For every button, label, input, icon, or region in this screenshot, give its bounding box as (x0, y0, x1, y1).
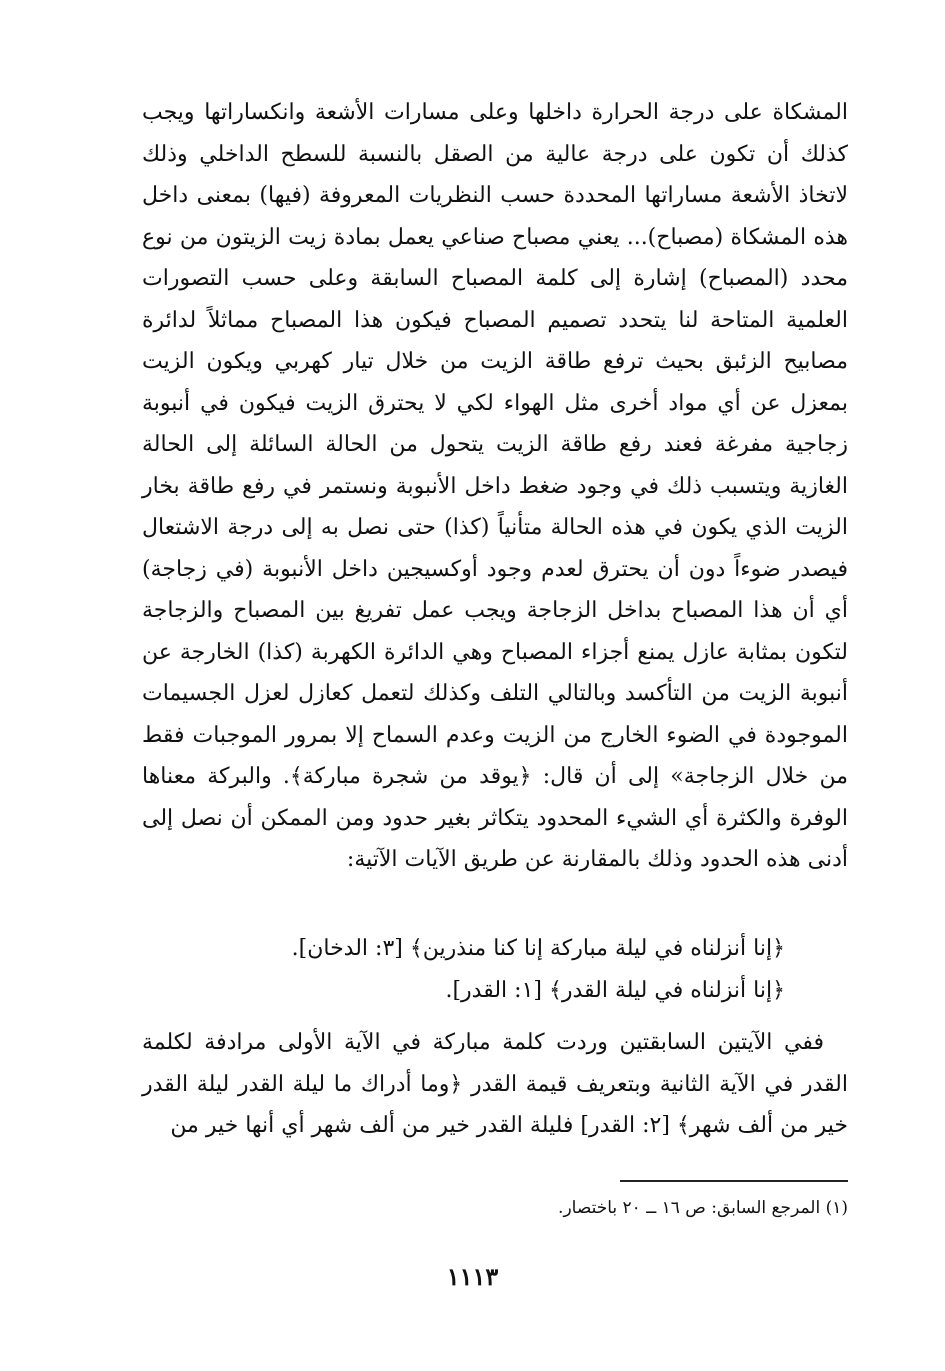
paragraph-1: المشكاة على درجة الحرارة داخلها وعلى مسارات الأشعة وانكساراتها ويجب كذلك أن تكون على درجة عالية من الصقل بالنسبة للسطح الداخلي وذلك لاتخاذ الأشعة مساراتها المحددة حسب النظريات المعروفة (فيها) بمعنى داخل هذه المشكاة (مصباح)... يعني مصباح صناعي يعمل بمادة زيت الزيتون من نوع محدد (المصباح) إشارة إلى كلمة المصباح السابقة وعلى حسب التصورات العلمية المتاحة لنا يتحدد تصميم المصباح فيكون هذا المصباح مماثلاً لدائرة مصابيح الزئبق بحيث ترفع طاقة الزيت من خلال تيار كهربي ويكون الزيت بمعزل عن أي مواد أخرى مثل الهواء لكي لا يحترق الزيت فيكون في أنبوبة زجاجية مفرغة فعند رفع طاقة الزيت يتحول من الحالة السائلة إلى الحالة الغازية ويتسبب ذلك في وجود ضغط داخل الأنبوبة ونستمر في رفع طاقة بخار الزيت الذي يكون في هذه الحالة متأنياً (كذا) حتى نصل به إلى درجة الاشتعال فيصدر ضوءاً دون أن يحترق لعدم وجود أوكسيجين داخل الأنبوبة (في زجاجة) أي أن هذا المصباح بداخل الزجاجة ويجب عمل تفريغ بين المصباح والزجاجة لتكون بمثابة عازل يمنع أجزاء المصباح وهي الدائرة الكهربة (كذا) الخارجة عن أنبوبة الزيت من التأكسد وبالتالي التلف وكذلك لتعمل كعازل لعزل الجسيمات الموجودة في الضوء الخارج من الزيت وعدم السماح إلا بمرور الموجبات فقط من خلال الزجاجة» إلى أن قال: ﴿يوقد من شجرة مباركة﴾. والبركة معناها الوفرة والكثرة أي الشيء المحدود يتكاثر بغير حدود ومن الممكن أن نصل إلى أدنى هذه الحدود وذلك بالمقارنة عن طريق الآيات الآتية: (142, 100, 848, 872)
verse-al-qadr: ﴿إنا أنزلناه في ليلة القدر﴾ [١: القدر]. (445, 977, 785, 1003)
main-paragraph (142, 92, 848, 881)
second-paragraph (142, 1022, 848, 1147)
footnote-divider (620, 1180, 848, 1182)
footnote: (١) المرجع السابق: ص ١٦ ــ ٢٠ باختصار. (558, 1198, 848, 1218)
verse-ad-dukhan: ﴿إنا أنزلناه في ليلة مباركة إنا كنا منذرين﴾ [٣: الدخان]. (291, 936, 785, 961)
page-number: ١١١٣ (446, 1262, 499, 1291)
paragraph-2: ففي الآيتين السابقتين وردت كلمة مباركة في الآية الأولى مرادفة لكلمة القدر في الآية الثانية وبتعريف قيمة القدر ﴿وما أدراك ما ليلة القدر ليلة القدر خير من ألف شهر﴾ [٢: القدر] فليلة القدر خير من ألف شهر أي أنها خير من (142, 1030, 848, 1138)
quran-verses (292, 928, 785, 1011)
